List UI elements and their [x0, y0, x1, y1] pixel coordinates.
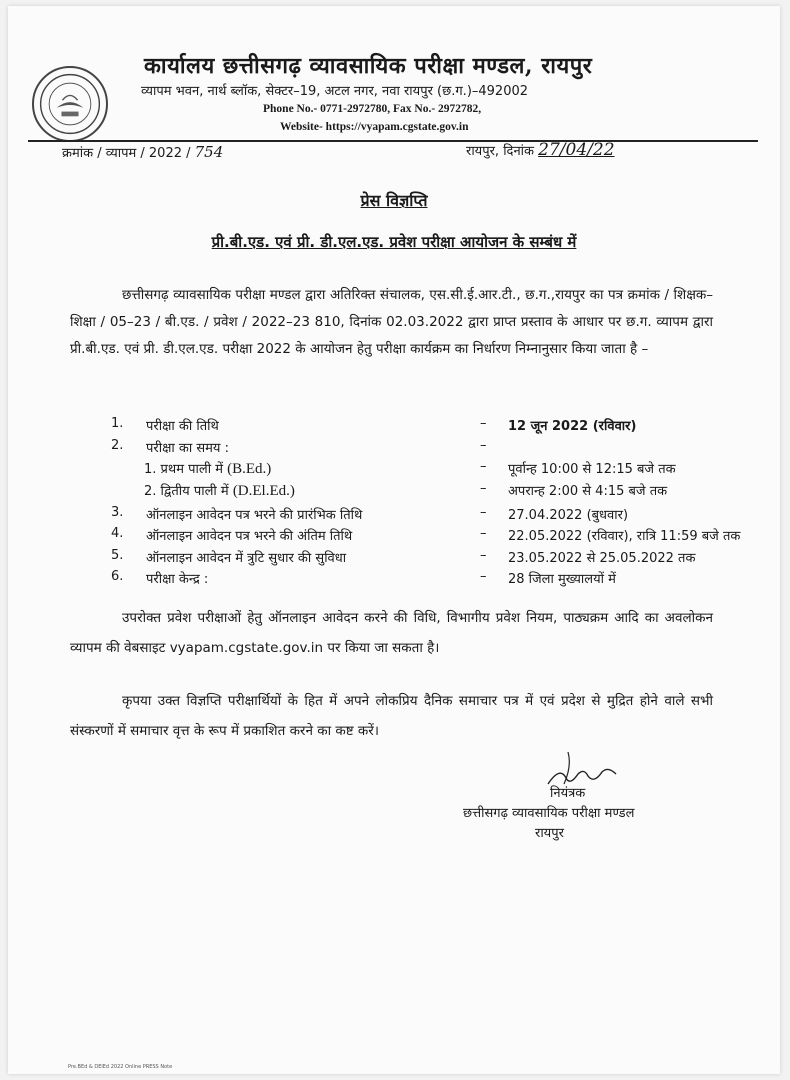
organization-address: व्यापम भवन, नार्थ ब्लॉक, सेक्टर–19, अटल नगर, नवा रायपुर (छ.ग.)–492002: [141, 84, 529, 99]
header-divider: [28, 140, 758, 142]
schedule-row-value: 27.04.2022 (बुधवार): [508, 508, 629, 523]
shift-label: 1. प्रथम पाली में: [144, 462, 228, 477]
schedule-dash: –: [480, 548, 487, 563]
schedule-row-label: [144, 459, 271, 478]
footer-file-note: Pre.BEd & DElEd 2022 Online PRESS Note: [68, 1064, 173, 1070]
schedule-row-number: 3.: [111, 505, 124, 520]
vyapam-seal-icon: [32, 66, 108, 142]
schedule-row-number: 6.: [111, 569, 124, 584]
schedule-dash: –: [480, 481, 487, 496]
shift-label: 2. द्वितीय पाली में: [144, 484, 233, 499]
schedule-row-number: 4.: [111, 526, 124, 541]
schedule-row-value: 28 जिला मुख्यालयों में: [508, 572, 616, 587]
signatory-organization: छत्तीसगढ़ व्यावसायिक परीक्षा मण्डल: [463, 806, 635, 821]
organization-title: कार्यालय छत्तीसगढ़ व्यावसायिक परीक्षा मण्डल, रायपुर: [144, 53, 593, 79]
signatory-city: रायपुर: [535, 826, 564, 841]
date-prefix: रायपुर, दिनांक: [466, 144, 539, 159]
date-handwritten-value: 27/04/22: [538, 140, 615, 160]
schedule-row-label: परीक्षा केन्द्र :: [146, 572, 209, 587]
schedule-row-label: ऑनलाइन आवेदन पत्र भरने की प्रारंभिक तिथि: [146, 508, 363, 523]
info-paragraph: उपरोक्त प्रवेश परीक्षाओं हेतु ऑनलाइन आवेदन करने की विधि, विभागीय प्रवेश नियम, पाठ्यक्रम आदि का अवलोकन व्यापम की वेबसाइट vyapam.cgstate.gov.in पर किया जा सकता है।: [70, 610, 713, 656]
request-paragraph: कृपया उक्त विज्ञप्ति परीक्षार्थियों के हित में अपने लोकप्रिय दैनिक समाचार पत्र में एवं प्रदेश से मुद्रित होने वाले सभी संस्करणों में समाचार वृत्त के रूप में प्रकाशित करने का कष्ट करें।: [70, 693, 713, 739]
schedule-dash: –: [480, 459, 487, 474]
schedule-dash: –: [480, 438, 487, 453]
signatory-title: नियंत्रक: [550, 786, 586, 801]
intro-paragraph: छत्तीसगढ़ व्यावसायिक परीक्षा मण्डल द्वारा अतिरिक्त संचालक, एस.सी.ई.आर.टी., छ.ग.,रायपुर का पत्र क्रमांक / शिक्षक–शिक्षा / 05–23 / बी.एड. / प्रवेश / 2022–23 810, दिनांक 02.03.2022 द्वारा प्राप्त प्रस्ताव के आधार पर छ.ग. व्यापम द्वारा प्री.बी.एड. एवं प्री. डी.एल.एड. परीक्षा 2022 के आयोजन हेतु परीक्षा कार्यक्रम का निर्धारण निम्नानुसार किया जाता है –: [70, 287, 713, 357]
schedule-row-number: 5.: [111, 548, 124, 563]
schedule-row-value: अपरान्ह 2:00 से 4:15 बजे तक: [508, 484, 668, 499]
schedule-row-label: ऑनलाइन आवेदन में त्रुटि सुधार की सुविधा: [146, 551, 347, 566]
schedule-row-label: परीक्षा का समय :: [146, 441, 229, 456]
schedule-row-value: 22.05.2022 (रविवार), रात्रि 11:59 बजे तक: [508, 529, 741, 544]
schedule-row-label: ऑनलाइन आवेदन पत्र भरने की अंतिम तिथि: [146, 529, 353, 544]
shift-course: (D.El.Ed.): [232, 483, 295, 499]
reference-handwritten-number: 754: [194, 143, 224, 161]
schedule-dash: –: [480, 526, 487, 541]
organization-phone: Phone No.- 0771-2972780, Fax No.- 2972782,: [263, 103, 482, 115]
schedule-row-number: 2.: [111, 438, 124, 453]
schedule-row-label: [144, 481, 295, 500]
schedule-dash: –: [480, 505, 487, 520]
subject-heading: प्री.बी.एड. एवं प्री. डी.एल.एड. प्रवेश परीक्षा आयोजन के सम्बंध में: [211, 233, 577, 251]
schedule-row-number: 1.: [111, 416, 124, 431]
schedule-row-value: 12 जून 2022 (रविवार): [508, 419, 637, 434]
letter-date: [466, 140, 615, 160]
schedule-dash: –: [480, 569, 487, 584]
schedule-row-label: परीक्षा की तिथि: [146, 419, 219, 434]
reference-prefix: क्रमांक / व्यापम / 2022 /: [62, 146, 195, 161]
letter-page: [8, 6, 780, 1074]
schedule-dash: –: [480, 416, 487, 431]
organization-website: Website- https://vyapam.cgstate.gov.in: [280, 121, 469, 133]
press-release-heading: प्रेस विज्ञप्ति: [360, 191, 428, 210]
reference-number: [62, 143, 223, 161]
schedule-row-value: पूर्वान्ह 10:00 से 12:15 बजे तक: [508, 462, 676, 477]
shift-course: (B.Ed.): [227, 461, 272, 477]
schedule-row-value: 23.05.2022 से 25.05.2022 तक: [508, 551, 696, 566]
